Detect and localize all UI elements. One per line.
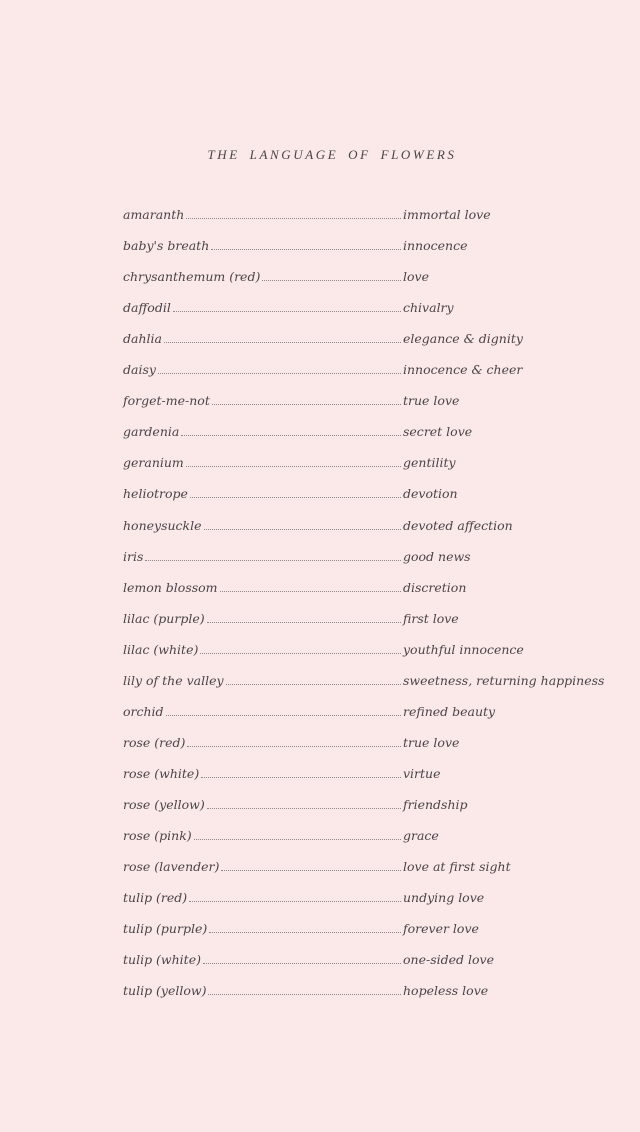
flower-meaning: innocence — [403, 238, 468, 253]
flower-name: honeysuckle — [123, 518, 202, 533]
list-item — [0, 578, 640, 598]
flower-name: forget-me-not — [123, 393, 210, 408]
list-item — [0, 857, 640, 877]
flower-meaning: devotion — [403, 486, 458, 501]
dotted-leader — [201, 777, 401, 778]
flower-name: tulip (purple) — [123, 921, 208, 936]
flower-meaning: one-sided love — [403, 952, 494, 967]
list-item — [0, 981, 640, 1001]
dotted-leader — [187, 746, 401, 747]
flower-meaning: hopeless love — [403, 983, 489, 998]
dotted-leader — [189, 901, 401, 902]
flower-meaning: true love — [403, 735, 460, 750]
flower-name: tulip (yellow) — [123, 983, 207, 998]
flower-name: rose (white) — [123, 766, 200, 781]
dotted-leader — [211, 249, 401, 250]
flower-meaning: discretion — [403, 580, 467, 595]
dotted-leader — [221, 870, 401, 871]
flower-meaning: refined beauty — [403, 704, 496, 719]
flower-name: tulip (red) — [123, 890, 188, 905]
flower-name: lemon blossom — [123, 580, 218, 595]
list-item — [0, 640, 640, 660]
dotted-leader — [186, 466, 401, 467]
list-item — [0, 919, 640, 939]
list-item — [0, 547, 640, 567]
list-item — [0, 360, 640, 380]
flower-name: rose (yellow) — [123, 797, 205, 812]
list-item — [0, 267, 640, 287]
flower-meaning: good news — [403, 549, 471, 564]
flower-meaning: gentility — [403, 455, 456, 470]
list-item — [0, 205, 640, 225]
flower-meaning: love — [403, 269, 429, 284]
list-item — [0, 236, 640, 256]
list-item — [0, 609, 640, 629]
dotted-leader — [145, 560, 401, 561]
dotted-leader — [208, 994, 401, 995]
dotted-leader — [212, 404, 401, 405]
flower-meaning: undying love — [403, 890, 485, 905]
list-item — [0, 671, 640, 691]
flower-meaning: first love — [403, 611, 459, 626]
dotted-leader — [207, 622, 401, 623]
dotted-leader — [186, 218, 401, 219]
flower-meaning: innocence & cheer — [403, 362, 523, 377]
dotted-leader — [262, 280, 401, 281]
list-item — [0, 888, 640, 908]
flower-meaning: forever love — [403, 921, 479, 936]
flower-name: daffodil — [123, 300, 171, 315]
flower-name: orchid — [123, 704, 164, 719]
list-item — [0, 702, 640, 722]
flower-name: rose (red) — [123, 735, 186, 750]
flower-name: lilac (purple) — [123, 611, 205, 626]
page-title: THE LANGUAGE OF FLOWERS — [207, 147, 457, 162]
list-item — [0, 298, 640, 318]
flower-name: lilac (white) — [123, 642, 199, 657]
flower-name: dahlia — [123, 331, 162, 346]
dotted-leader — [190, 497, 401, 498]
flower-name: rose (lavender) — [123, 859, 220, 874]
flower-name: baby's breath — [123, 238, 210, 253]
flower-name: tulip (white) — [123, 952, 201, 967]
dotted-leader — [204, 529, 401, 530]
flower-meaning: sweetness, returning happiness — [403, 673, 605, 688]
flower-meaning: youthful innocence — [403, 642, 524, 657]
dotted-leader — [209, 932, 401, 933]
flower-name: geranium — [123, 455, 184, 470]
flower-meaning: immortal love — [403, 207, 491, 222]
dotted-leader — [181, 435, 401, 436]
flower-name: heliotrope — [123, 486, 188, 501]
list-item — [0, 422, 640, 442]
list-item — [0, 391, 640, 411]
list-item — [0, 826, 640, 846]
dotted-leader — [220, 591, 401, 592]
flower-name: lily of the valley — [123, 673, 224, 688]
dotted-leader — [166, 715, 401, 716]
list-item — [0, 329, 640, 349]
flower-meaning: devoted affection — [403, 518, 513, 533]
dotted-leader — [194, 839, 401, 840]
flower-meaning: love at first sight — [403, 859, 511, 874]
flower-meaning: friendship — [403, 797, 468, 812]
list-item — [0, 950, 640, 970]
dotted-leader — [164, 342, 401, 343]
list-item — [0, 764, 640, 784]
list-item — [0, 733, 640, 753]
flower-meaning: grace — [403, 828, 439, 843]
flower-name: iris — [123, 549, 144, 564]
flower-name: daisy — [123, 362, 156, 377]
dotted-leader — [173, 311, 401, 312]
dotted-leader — [207, 808, 401, 809]
dotted-leader — [200, 653, 401, 654]
flower-meaning: secret love — [403, 424, 473, 439]
dotted-leader — [226, 684, 401, 685]
list-item — [0, 795, 640, 815]
flower-meaning: chivalry — [403, 300, 454, 315]
dotted-leader — [158, 373, 401, 374]
flower-meaning: virtue — [403, 766, 441, 781]
flower-name: gardenia — [123, 424, 180, 439]
list-item — [0, 484, 640, 504]
flower-name: rose (pink) — [123, 828, 192, 843]
dotted-leader — [203, 963, 401, 964]
flower-name: amaranth — [123, 207, 185, 222]
flower-meaning: elegance & dignity — [403, 331, 523, 346]
flower-name: chrysanthemum (red) — [123, 269, 261, 284]
list-item — [0, 453, 640, 473]
list-item — [0, 516, 640, 536]
flower-meaning: true love — [403, 393, 460, 408]
